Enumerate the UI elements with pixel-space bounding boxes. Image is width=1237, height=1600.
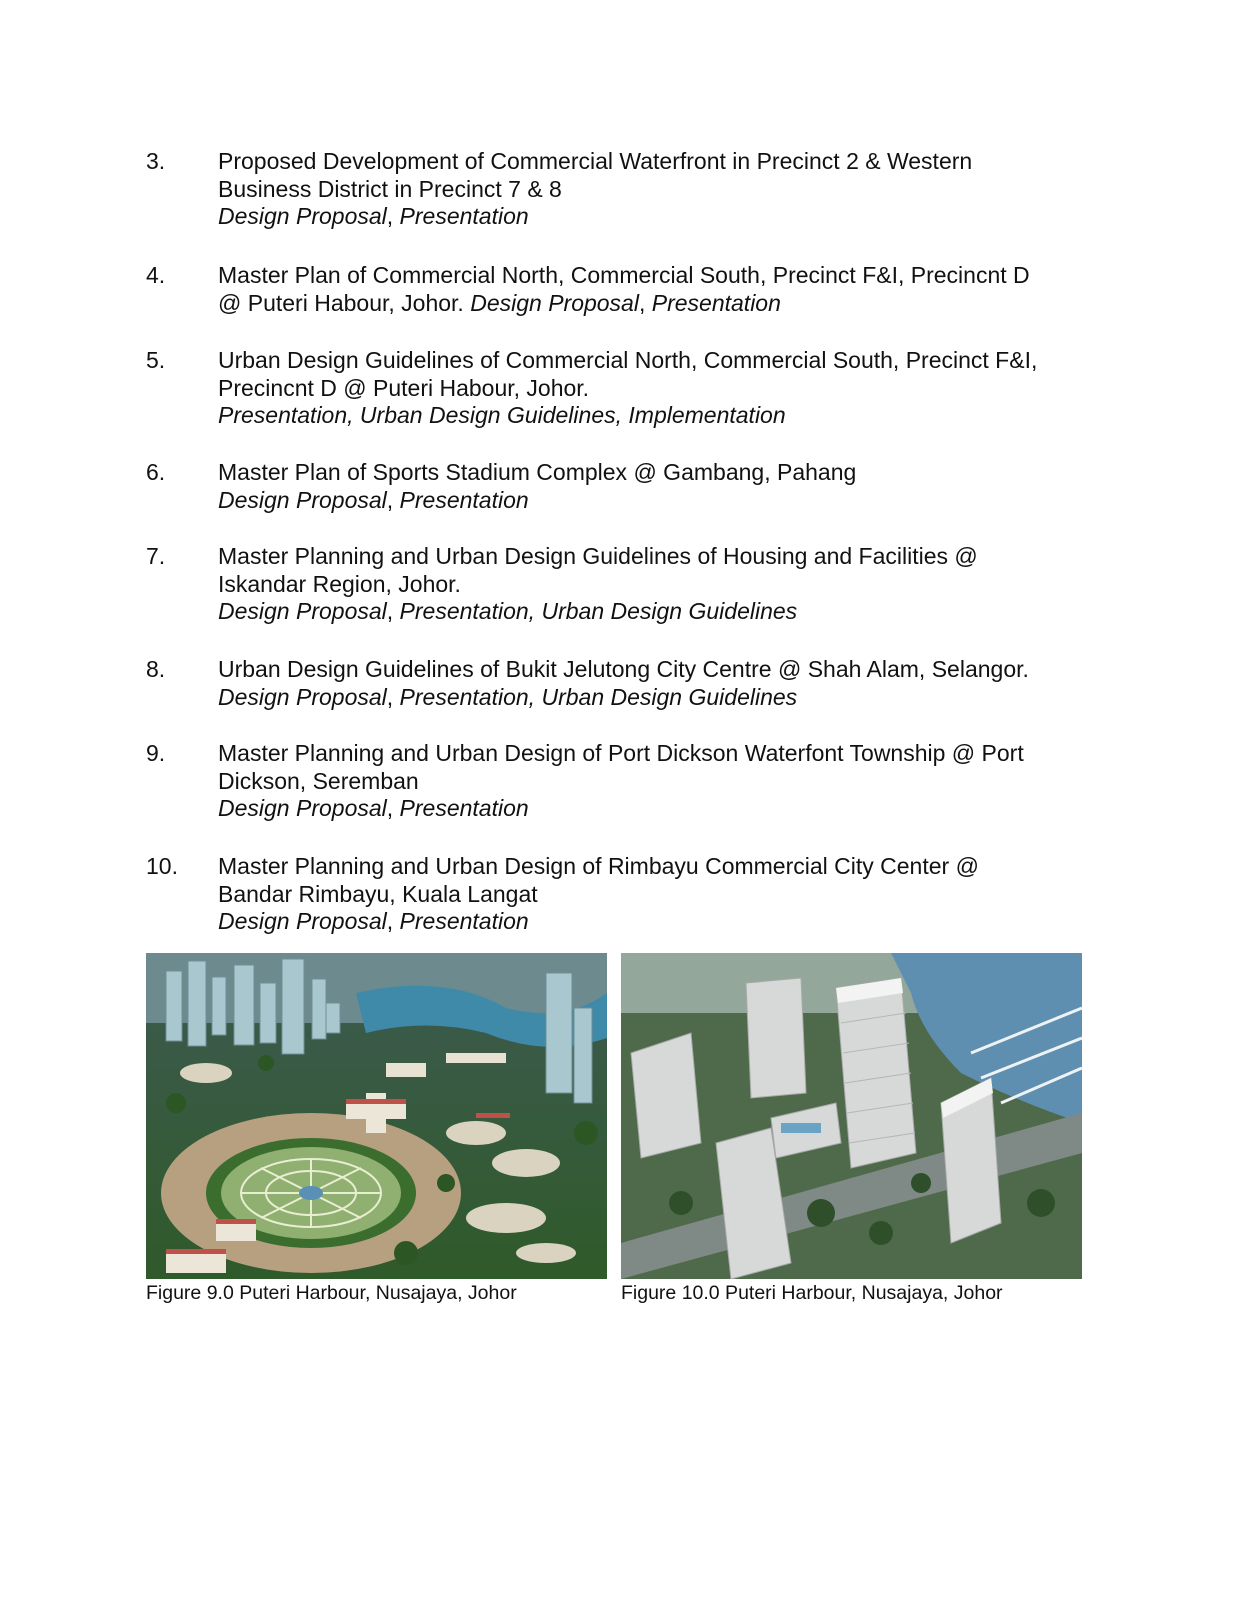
item-tags: Presentation, Urban Design Guidelines [399,683,798,710]
item-number: 9. [146,740,166,766]
item-title: Dickson, Seremban [218,767,419,794]
item-line [218,375,1098,403]
item-line [218,740,1098,768]
figure-9-caption: Figure 9.0 Puteri Harbour, Nusajaya, Johor [146,1282,517,1304]
item-tags: Presentation [651,289,781,316]
item-line [218,402,1098,430]
item-tags: Presentation, Urban Design Guidelines, Implementation [218,402,786,428]
item-title: Precincnt D @ Puteri Habour, Johor. [218,374,590,401]
item-line [218,459,1098,487]
item-tags: Presentation [399,486,529,513]
item-title: Master Plan of Commercial North, Commercial South, Precinct F&I, Precincnt D [218,262,1030,288]
item-title: Iskandar Region, Johor. [218,570,461,597]
item-title: , [386,598,400,624]
item-title: , [386,486,400,513]
figure-10-caption: Figure 10.0 Puteri Harbour, Nusajaya, Johor [621,1282,1003,1304]
item-line [218,262,1098,290]
item-text [218,656,1098,711]
item-text [218,459,1098,514]
item-title: , [386,203,400,229]
item-tags: Presentation, Urban Design Guidelines [399,598,798,624]
item-line [218,908,1098,936]
item-title: Urban Design Guidelines of Commercial North, Commercial South, Precinct F&I, [218,347,1038,373]
item-tags: Design Proposal [218,203,387,229]
item-title: Bandar Rimbayu, Kuala Langat [218,880,538,907]
item-tags: Presentation [399,908,529,934]
item-title: , [386,683,400,710]
item-title: Business District in Precinct 7 & 8 [218,175,562,202]
item-number: 10. [146,853,178,879]
item-line [218,768,1098,796]
item-tags: Design Proposal [218,598,387,624]
figure-10-image [621,953,1082,1279]
item-line [218,571,1098,599]
item-line [218,795,1098,823]
item-number: 5. [146,347,166,373]
item-tags: Design Proposal [218,908,387,934]
item-line [218,543,1098,571]
item-number: 4. [146,262,166,288]
item-title: , [386,795,400,821]
item-tags: Design Proposal [218,683,387,710]
item-number: 6. [146,459,166,485]
item-tags: Presentation [399,203,529,229]
item-line [218,203,1098,231]
item-tags: Design Proposal [218,486,387,513]
item-text [218,148,1098,231]
item-line [218,176,1098,204]
item-title: Master Planning and Urban Design Guidelines of Housing and Facilities @ [218,543,978,569]
item-title: Master Plan of Sports Stadium Complex @ Gambang, Pahang [218,459,857,485]
item-line [218,684,1098,712]
item-title: Urban Design Guidelines of Bukit Jelutong City Centre @ Shah Alam, Selangor. [218,656,1029,682]
item-number: 3. [146,148,166,174]
item-text [218,853,1098,936]
item-tags: Presentation [399,795,529,821]
item-text [218,740,1098,823]
item-line [218,853,1098,881]
item-line [218,347,1098,375]
item-title: , [386,908,400,934]
item-text [218,262,1098,317]
item-tags: Design Proposal [218,795,387,821]
item-line [218,656,1098,684]
figure-9-image [146,953,607,1279]
item-line [218,598,1098,626]
item-number: 8. [146,656,166,682]
item-tags: Design Proposal [470,289,639,316]
item-text [218,347,1098,430]
item-line [218,148,1098,176]
item-number: 7. [146,543,166,569]
item-title: Proposed Development of Commercial Waterfront in Precinct 2 & Western [218,148,973,174]
item-line [218,290,1098,318]
item-line [218,487,1098,515]
item-title: Master Planning and Urban Design of Rimbayu Commercial City Center @ [218,853,979,879]
item-title: , [638,289,652,316]
item-title: @ Puteri Habour, Johor. [218,289,471,316]
item-title: Master Planning and Urban Design of Port Dickson Waterfont Township @ Port [218,740,1024,766]
item-line [218,881,1098,909]
item-text [218,543,1098,626]
